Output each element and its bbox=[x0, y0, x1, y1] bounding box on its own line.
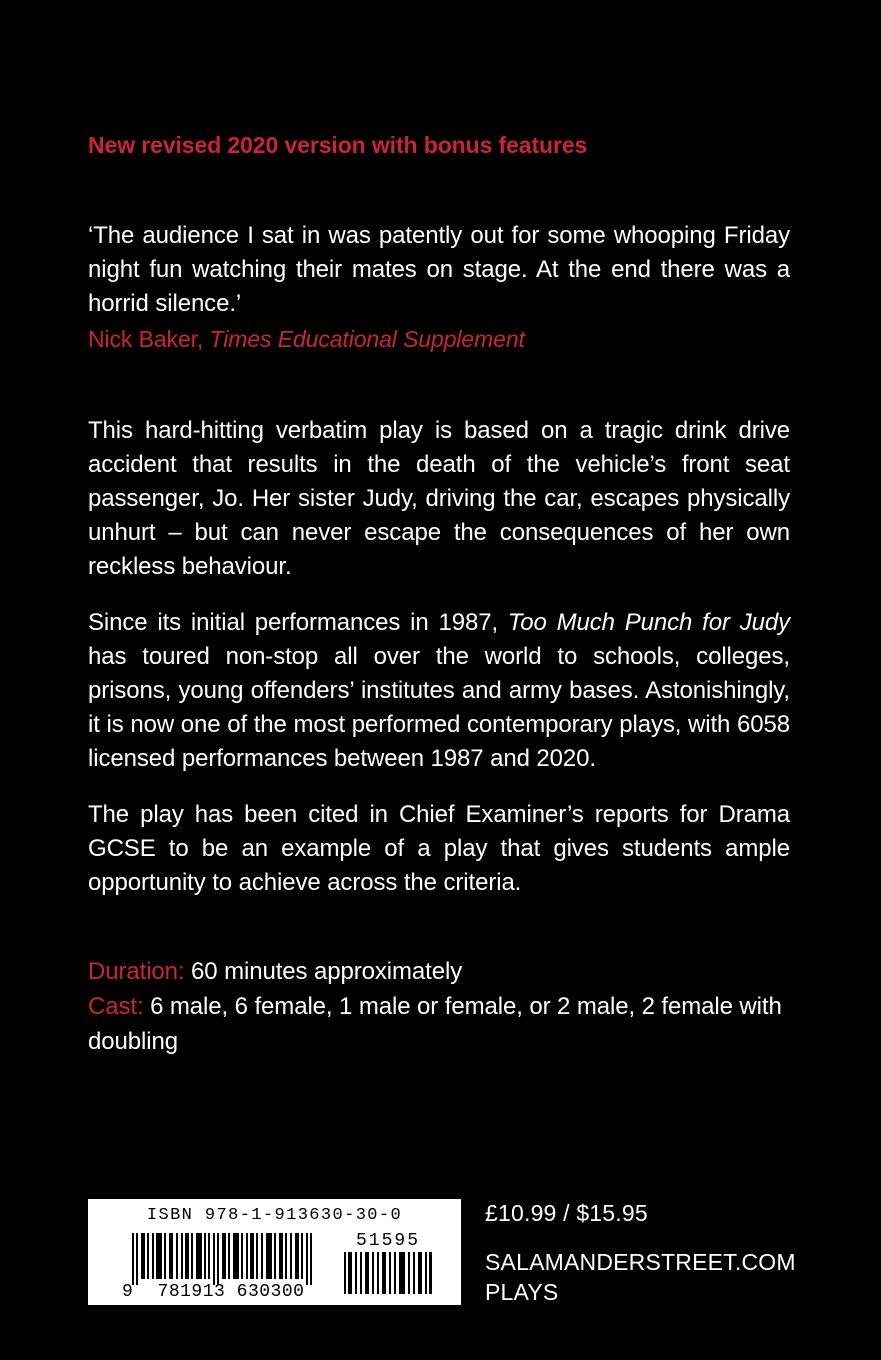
publisher-info bbox=[485, 1199, 796, 1307]
ean5-addon-barcode bbox=[340, 1233, 436, 1301]
duration-label: Duration: bbox=[88, 958, 185, 985]
blurb-paragraph-1: This hard-hitting verbatim play is based on a tragic drink drive accident that results in the death of the vehicle’s front seat passenger, Jo. Her sister Judy, driving the car, escapes physically unhurt – but can never escape the consequences of her own reckless behaviour. bbox=[88, 417, 790, 580]
ean13-bars-icon bbox=[132, 1233, 314, 1285]
review-publication: Times Educational Supplement bbox=[209, 326, 525, 352]
duration-value: 60 minutes approximately bbox=[184, 958, 463, 985]
review-quote-block bbox=[88, 219, 790, 355]
blurb-paragraph-2 bbox=[88, 606, 790, 776]
blurb-paragraph-3: The play has been cited in Chief Examiner’s reports for Drama GCSE to be an example of a play that gives students ample opportunity to achieve across the criteria. bbox=[88, 801, 790, 896]
blurb-paragraph-2-lead: Since its initial performances in 1987, bbox=[88, 609, 508, 636]
reviewer-name: Nick Baker, bbox=[88, 326, 210, 352]
review-attribution bbox=[88, 323, 790, 355]
ean13-main-digits: 781913 630300 bbox=[157, 1282, 305, 1302]
cover-footer bbox=[88, 1199, 796, 1309]
blurb-paragraph-2-rest: has toured non-stop all over the world to schools, colleges, prisons, young offenders’ institutes and army bases. Astonishingly, it is now one of the most performed contemporary plays, with 6058 licensed performances between 1987 and 2020. bbox=[88, 643, 790, 772]
production-specs bbox=[88, 954, 790, 1059]
publisher-imprint: PLAYS bbox=[485, 1279, 559, 1305]
play-title: Too Much Punch for Judy bbox=[507, 609, 790, 636]
ean13-barcode bbox=[122, 1233, 322, 1301]
ean13-lead-digit: 9 bbox=[122, 1282, 134, 1302]
ean5-addon-digits: 51595 bbox=[355, 1231, 420, 1251]
cast-line bbox=[88, 989, 790, 1059]
edition-banner: New revised 2020 version with bonus features bbox=[88, 132, 588, 158]
duration-line bbox=[88, 954, 790, 989]
price-text: £10.99 / $15.95 bbox=[485, 1200, 648, 1226]
blurb-block bbox=[88, 414, 790, 900]
review-quote-text: ‘The audience I sat in was patently out for some whooping Friday night fun watching their mates on stage. At the end there was a horrid silence.’ bbox=[88, 222, 790, 317]
cast-label: Cast: bbox=[88, 993, 144, 1020]
ean5-bars-icon bbox=[344, 1252, 432, 1294]
barcode-panel bbox=[88, 1199, 461, 1305]
cast-value: 6 male, 6 female, 1 male or female, or 2 male, 2 female with doubling bbox=[88, 993, 782, 1055]
publisher-website: SALAMANDERSTREET.COM bbox=[485, 1249, 796, 1275]
isbn-text: ISBN 978-1-913630-30-0 bbox=[146, 1206, 403, 1225]
